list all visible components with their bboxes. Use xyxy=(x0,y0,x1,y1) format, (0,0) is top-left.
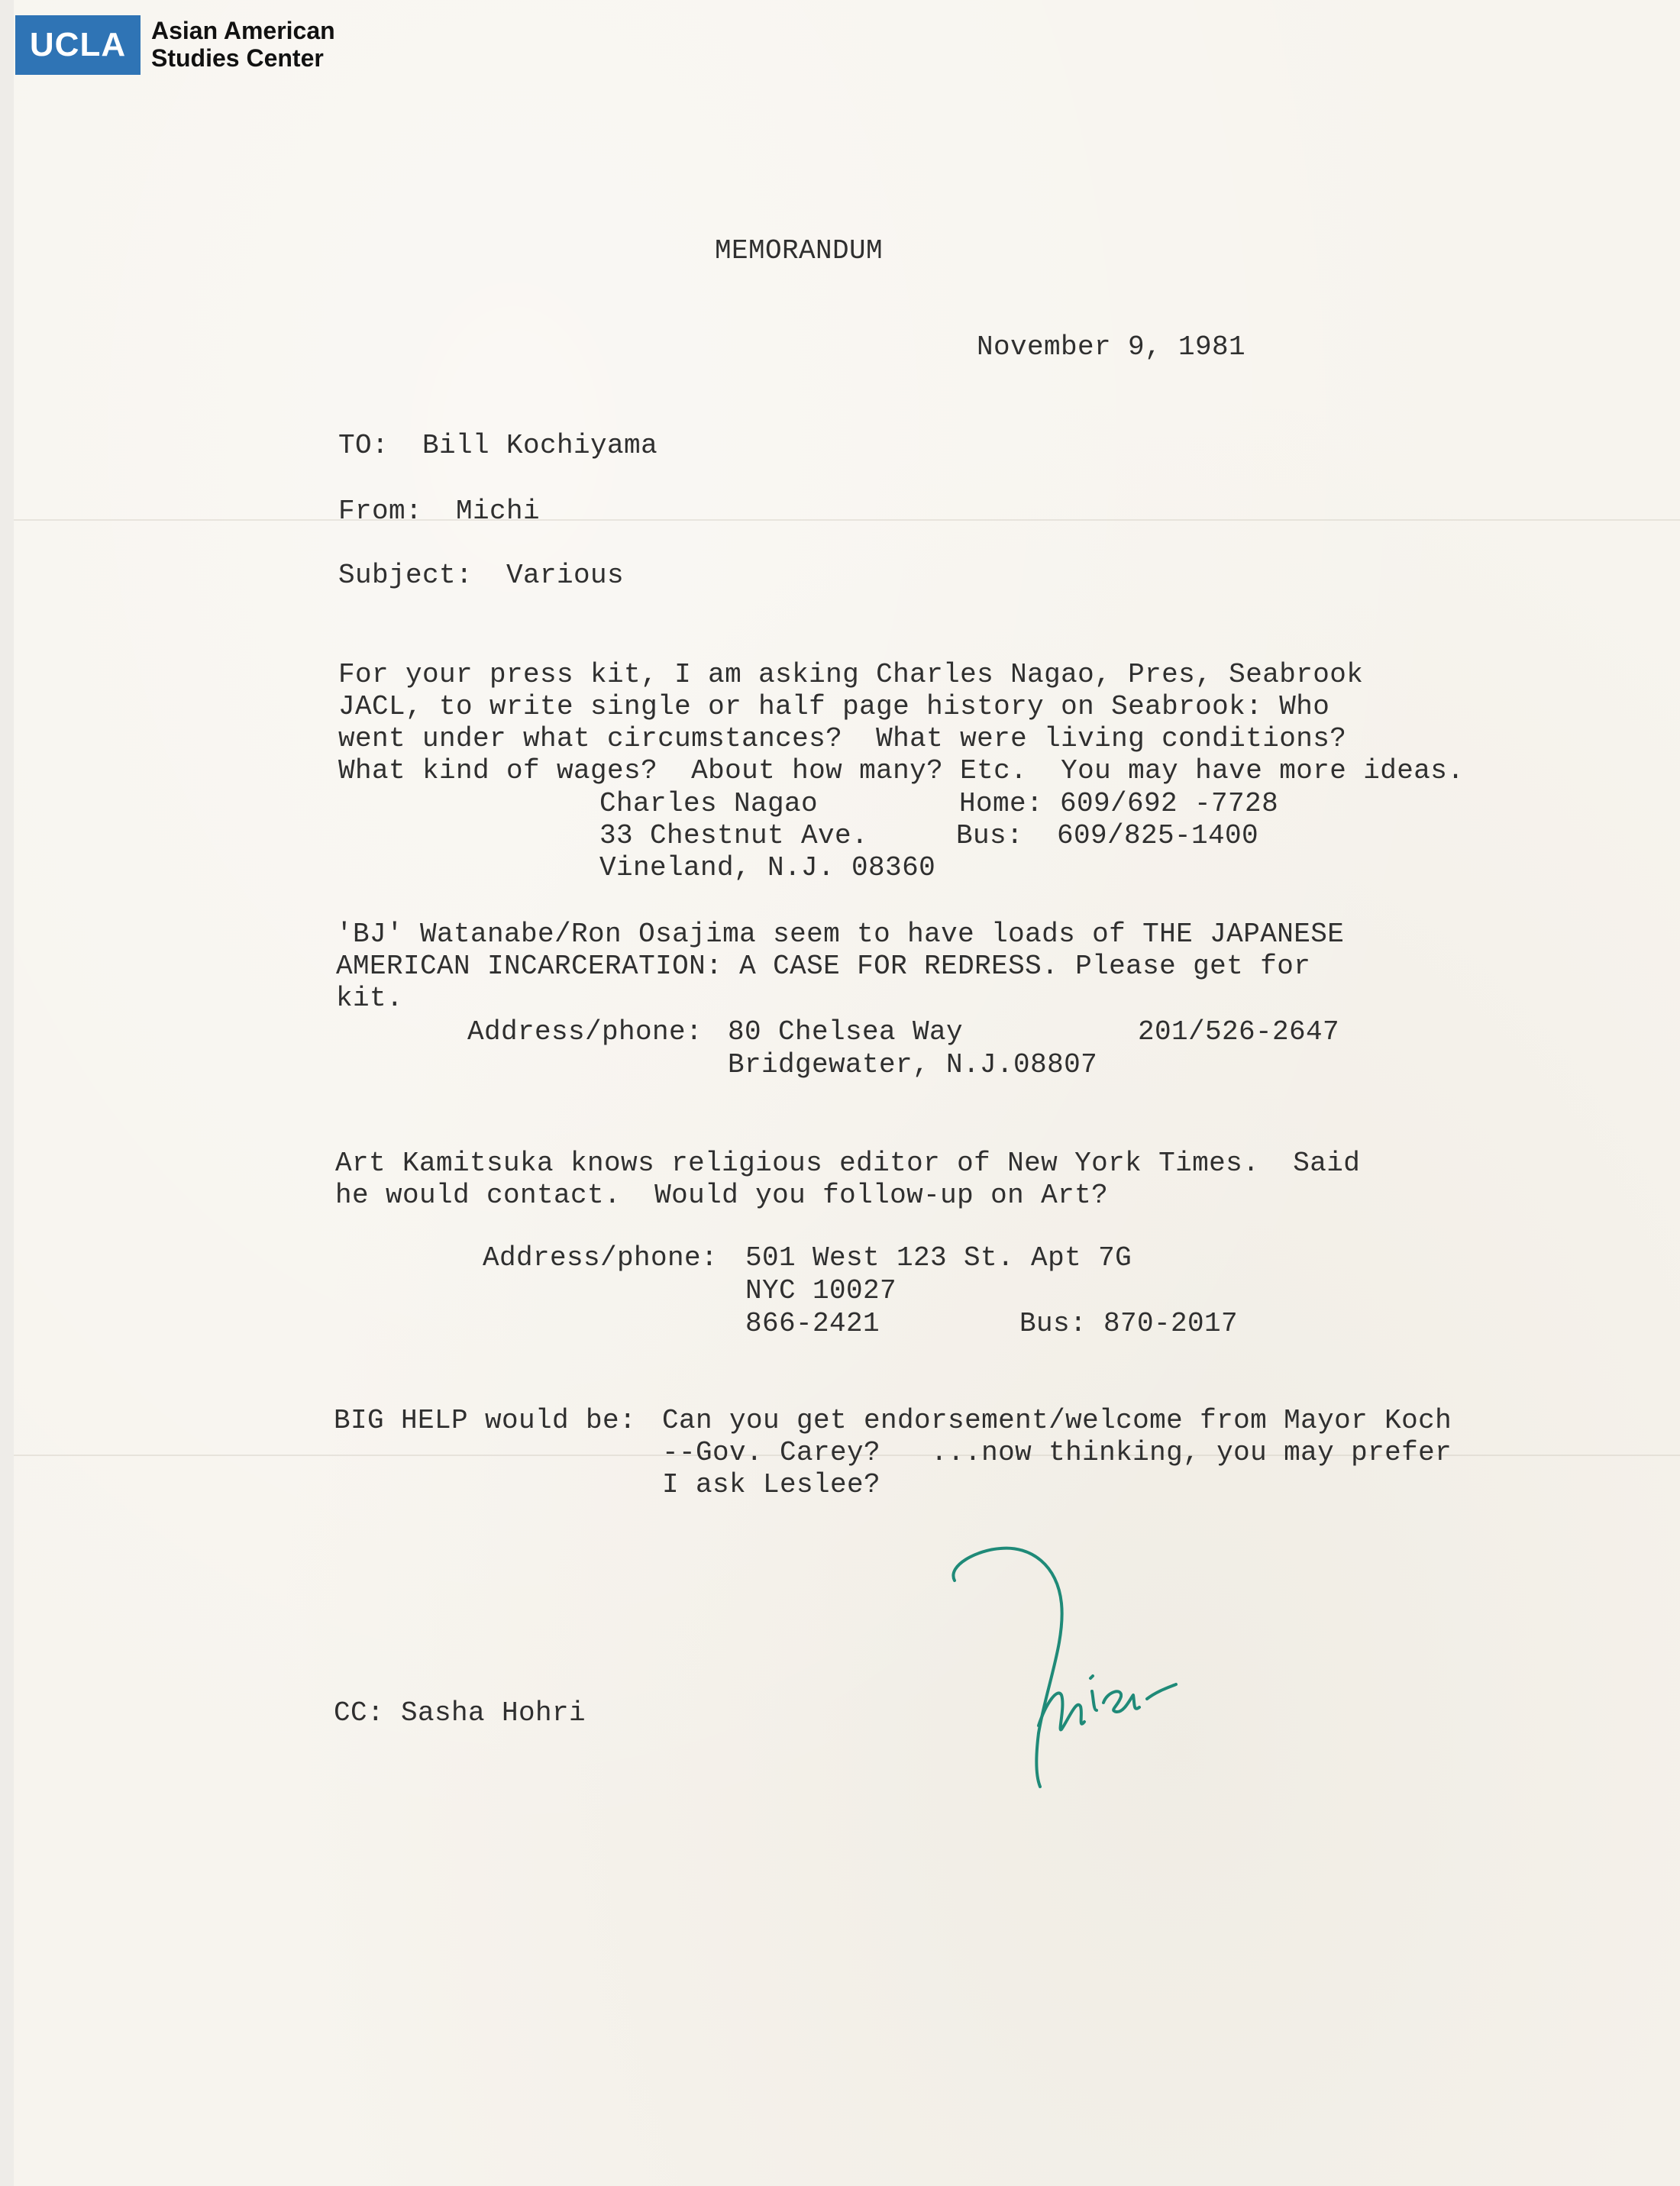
para2-line: 'BJ' Watanabe/Ron Osajima seem to have loads of THE JAPANESE xyxy=(336,919,1345,950)
to-line: TO: Bill Kochiyama xyxy=(338,430,658,461)
address-phone: 201/526-2647 xyxy=(1138,1016,1340,1048)
para3-line: Art Kamitsuka knows religious editor of New York Times. Said xyxy=(335,1148,1361,1179)
address-label: Address/phone: xyxy=(483,1242,719,1274)
center-name-line-2: Studies Center xyxy=(151,44,324,72)
memo-date: November 9, 1981 xyxy=(977,331,1246,363)
contact-home-phone: Home: 609/692 -7728 xyxy=(959,788,1279,819)
address-street: 501 West 123 St. Apt 7G xyxy=(745,1242,1132,1274)
big-help-line: --Gov. Carey? ...now thinking, you may prefer xyxy=(662,1437,1452,1468)
contact-name: Charles Nagao xyxy=(599,788,819,819)
memo-page xyxy=(14,0,1680,2186)
para2-line: AMERICAN INCARCERATION: A CASE FOR REDRESS. Please get for xyxy=(336,951,1311,982)
para1-line: What kind of wages? About how many? Etc. You may have more ideas. xyxy=(338,755,1465,786)
center-name-line-1: Asian American xyxy=(151,17,335,44)
ucla-logo: UCLA xyxy=(15,15,141,75)
contact-city: Vineland, N.J. 08360 xyxy=(599,852,936,883)
address-bus-phone: Bus: 870-2017 xyxy=(1019,1308,1239,1339)
paper-fold-line xyxy=(14,519,1680,521)
address-city: NYC 10027 xyxy=(745,1275,897,1306)
address-label: Address/phone: xyxy=(467,1016,703,1048)
subject-line: Subject: Various xyxy=(338,560,625,591)
contact-bus-phone: Bus: 609/825-1400 xyxy=(956,820,1259,851)
para3-line: he would contact. Would you follow-up on Art? xyxy=(335,1180,1109,1211)
address-city: Bridgewater, N.J.08807 xyxy=(728,1049,1098,1080)
big-help-label: BIG HELP would be: xyxy=(334,1405,637,1436)
para1-line: For your press kit, I am asking Charles Nagao, Pres, Seabrook xyxy=(338,659,1364,690)
from-line: From: Michi xyxy=(338,496,541,527)
para1-line: went under what circumstances? What were living conditions? xyxy=(338,723,1347,754)
contact-street: 33 Chestnut Ave. xyxy=(599,820,869,851)
para2-line: kit. xyxy=(336,983,404,1014)
address-street: 80 Chelsea Way xyxy=(728,1016,964,1048)
big-help-line: Can you get endorsement/welcome from Mayor Koch xyxy=(662,1405,1452,1436)
center-name xyxy=(151,17,335,72)
cc-line: CC: Sasha Hohri xyxy=(334,1697,586,1729)
handwritten-signature xyxy=(947,1535,1252,1794)
address-phone: 866-2421 xyxy=(745,1308,880,1339)
para1-line: JACL, to write single or half page history on Seabrook: Who xyxy=(338,691,1330,722)
memo-title: MEMORANDUM xyxy=(715,235,884,266)
big-help-line: I ask Leslee? xyxy=(662,1469,881,1500)
